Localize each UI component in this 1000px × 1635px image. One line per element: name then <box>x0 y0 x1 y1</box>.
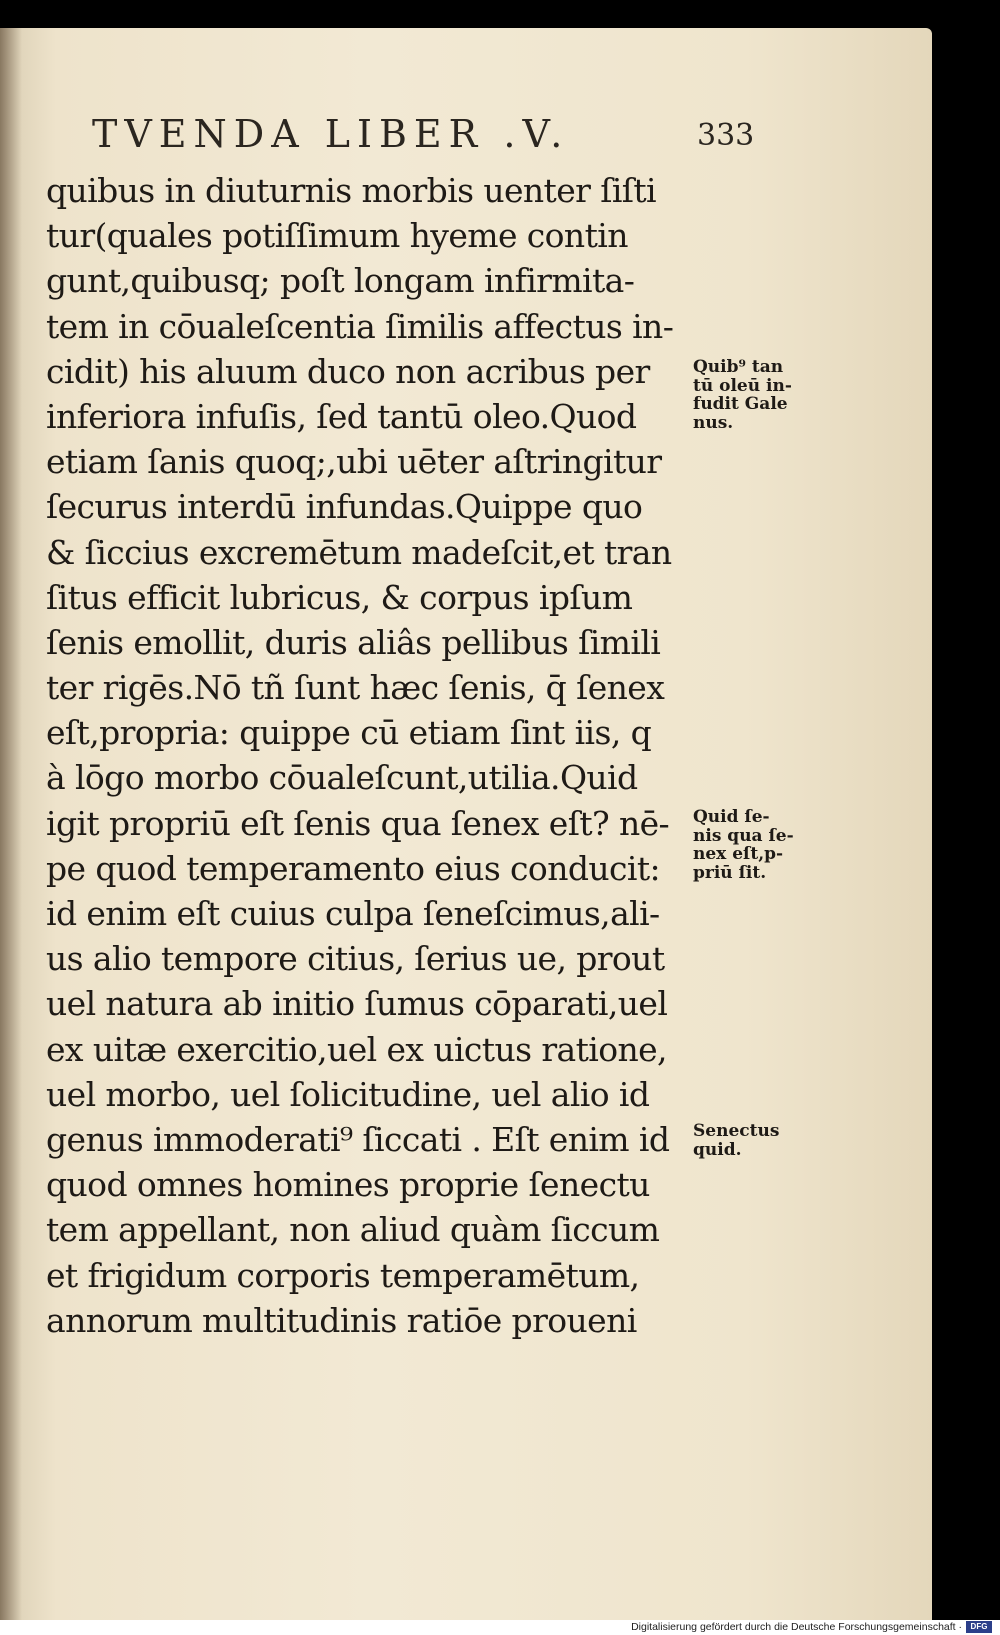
text-line: ex uitæ exercitio,uel ex uictus ratione, <box>46 1029 667 1069</box>
funding-credit: Digitalisierung gefördert durch die Deutsche Forschungsgemeinschaft · <box>631 1621 962 1633</box>
marginal-note-line: nex eſt,p- <box>693 844 784 864</box>
text-line: cidit) his aluum duco non acribus per <box>46 351 650 391</box>
marginal-note-line: Quid ſe- <box>693 807 770 827</box>
text-line: quibus in diuturnis morbis uenter ſiſti <box>46 171 657 210</box>
marginal-note-line: quid. <box>693 1139 742 1160</box>
marginal-note-line: Quib⁹ tan <box>693 357 784 377</box>
text-line: ſecurus interdū infundas.Quippe quo <box>46 487 643 527</box>
text-line: et frigidum corporis temperamētum, <box>46 1255 640 1295</box>
marginal-note-line: Senectus <box>693 1121 780 1141</box>
text-line: etiam ſanis quoq;,ubi uēter aſtringitur <box>46 442 662 482</box>
text-line: ſitus efficit lubricus, & corpus ipſum <box>46 577 633 617</box>
marginal-note-line: priū ſit. <box>693 862 767 883</box>
marginal-note-line: tū oleū in- <box>693 375 792 396</box>
text-line: quod omnes homines proprie ſenectu <box>46 1165 650 1205</box>
marginal-note-quid-senis <box>693 808 833 882</box>
text-line: uel natura ab initio ſumus cōparati,uel <box>46 984 668 1024</box>
text-line: tur(quales potiſſimum hyeme contin <box>46 216 628 256</box>
text-line: genus immoderati⁹ ſiccati . Eſt enim id <box>46 1119 670 1159</box>
dfg-logo: DFG <box>966 1621 992 1633</box>
text-line: tem in cōualeſcentia ſimilis affectus in- <box>46 306 674 346</box>
text-line: à lōgo morbo cōualeſcunt,utilia.Quid <box>46 758 638 798</box>
text-line: id enim eſt cuius culpa ſeneſcimus,ali- <box>46 894 660 933</box>
text-line: uel morbo, uel ſolicitudine, uel alio id <box>46 1074 650 1114</box>
gutter-shadow <box>0 28 22 1620</box>
marginal-note-line: nus. <box>693 412 734 433</box>
text-line: tem appellant, non aliud quàm ſiccum <box>46 1210 660 1250</box>
text-line: annorum multitudinis ratiōe proueni <box>46 1300 637 1340</box>
text-line: & ſiccius excremētum madeſcit,et tran <box>46 532 672 572</box>
text-line: ſenis emollit, duris aliâs pellibus ſimili <box>46 622 661 662</box>
text-line: igit propriū eſt ſenis qua ſenex eſt? nē- <box>46 803 670 843</box>
text-line: eſt,propria: quippe cū etiam ſint iis, q <box>46 713 652 753</box>
running-head: TVENDA LIBER .V. <box>92 112 570 156</box>
text-line: ter rigēs.Nō tñ ſunt hæc ſenis, q̄ ſenex <box>46 668 665 708</box>
marginal-note-senectus <box>693 1122 833 1159</box>
text-line: us alio tempore citius, ſerius ue, prout <box>46 939 665 979</box>
main-text-block <box>46 168 696 1343</box>
text-line: inferiora infuſis, ſed tantū oleo.Quod <box>46 396 637 436</box>
text-line: pe quod temperamento eius conducit: <box>46 848 661 888</box>
marginal-note-line: nis qua ſe- <box>693 825 794 846</box>
marginal-note-galen <box>693 358 833 432</box>
folio-number: 333 <box>697 118 755 153</box>
marginal-note-line: fudit Gale <box>693 394 788 414</box>
text-line: gunt,quibusq; poſt longam infirmita- <box>46 261 635 301</box>
